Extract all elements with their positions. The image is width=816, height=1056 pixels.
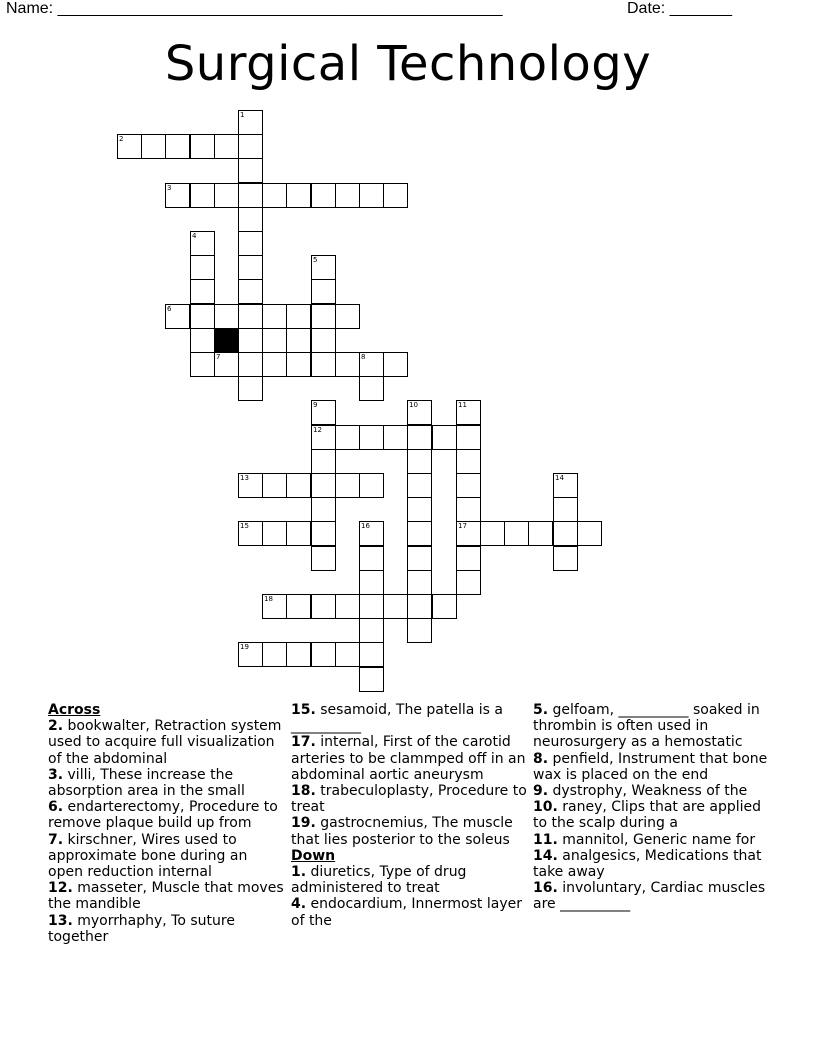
grid-cell[interactable] xyxy=(311,425,336,450)
clue-text: bookwalter, Retraction system used to acquire full visualization of the abdominal xyxy=(48,718,282,767)
clue-number-label: 19. xyxy=(291,815,316,832)
grid-cell[interactable] xyxy=(335,594,360,619)
clue-number: 1 xyxy=(240,111,245,119)
clue-text: dystrophy, Weakness of the xyxy=(548,783,748,800)
grid-cell[interactable] xyxy=(311,352,336,377)
grid-cell[interactable] xyxy=(577,521,602,546)
grid-cell[interactable] xyxy=(335,425,360,450)
grid-cell[interactable] xyxy=(359,667,384,692)
clue-number: 7 xyxy=(216,353,221,361)
grid-cell[interactable] xyxy=(311,642,336,667)
clue-number-label: 16. xyxy=(533,880,558,897)
grid-cell[interactable] xyxy=(407,497,432,522)
date-label: Date: xyxy=(627,0,666,17)
clue-item xyxy=(48,767,284,799)
clue-text: kirschner, Wires used to approximate bone during an open reduction internal xyxy=(48,831,248,881)
clue-item xyxy=(48,799,284,831)
grid-cell[interactable] xyxy=(456,497,481,522)
grid-cell[interactable] xyxy=(359,570,384,595)
grid-cell[interactable] xyxy=(335,642,360,667)
clue-number-label: 5. xyxy=(533,702,549,718)
name-line[interactable]: __________________________________________________ xyxy=(57,0,503,17)
grid-cell[interactable] xyxy=(238,304,263,329)
clue-number: 10 xyxy=(409,401,418,409)
grid-cell[interactable] xyxy=(383,594,408,619)
grid-cell[interactable] xyxy=(190,255,215,280)
grid-cell[interactable] xyxy=(117,134,142,159)
page-title: Surgical Technology xyxy=(164,36,652,92)
grid-cell[interactable] xyxy=(214,134,239,159)
grid-cell[interactable] xyxy=(262,642,287,667)
clue-number: 9 xyxy=(313,401,318,409)
grid-cell[interactable] xyxy=(286,473,311,498)
grid-cell[interactable] xyxy=(359,376,384,401)
grid-cell[interactable] xyxy=(407,425,432,450)
clue-item xyxy=(533,848,769,880)
grid-cell[interactable] xyxy=(286,642,311,667)
clue-item xyxy=(48,880,284,912)
grid-cell[interactable] xyxy=(359,642,384,667)
clue-number-label: 14. xyxy=(533,847,558,864)
clue-number-label: 11. xyxy=(533,831,558,848)
clue-item xyxy=(533,832,769,848)
clue-number: 17 xyxy=(458,522,467,530)
grid-cell[interactable] xyxy=(311,304,336,329)
grid-cell[interactable] xyxy=(311,497,336,522)
grid-cell[interactable] xyxy=(359,352,384,377)
grid-cell[interactable] xyxy=(456,449,481,474)
clue-number-label: 18. xyxy=(291,783,316,800)
grid-cell[interactable] xyxy=(311,473,336,498)
clue-text: raney, Clips that are applied to the scalp during a xyxy=(533,799,762,832)
down-clues-column xyxy=(533,702,769,913)
grid-cell[interactable] xyxy=(311,400,336,425)
grid-cell[interactable] xyxy=(190,231,215,256)
clue-number-label: 13. xyxy=(48,912,73,929)
grid-cell[interactable] xyxy=(190,328,215,353)
clue-item xyxy=(533,799,769,831)
grid-cell[interactable] xyxy=(214,352,239,377)
grid-cell[interactable] xyxy=(286,304,311,329)
grid-cell[interactable] xyxy=(456,570,481,595)
grid-cell[interactable] xyxy=(238,642,263,667)
grid-cell[interactable] xyxy=(335,183,360,208)
clue-number: 18 xyxy=(264,595,273,603)
clue-number: 2 xyxy=(119,135,124,143)
clue-number: 16 xyxy=(361,522,370,530)
grid-cell[interactable] xyxy=(238,134,263,159)
grid-cell[interactable] xyxy=(214,304,239,329)
grid-cell[interactable] xyxy=(190,279,215,304)
clue-text: gelfoam, __________ soaked in thrombin is often used in neurosurgery as a hemostatic xyxy=(533,702,760,751)
grid-cell[interactable] xyxy=(359,546,384,571)
clue-number-label: 3. xyxy=(48,766,64,783)
grid-cell[interactable] xyxy=(432,425,457,450)
grid-cell[interactable] xyxy=(456,400,481,425)
grid-cell[interactable] xyxy=(190,304,215,329)
grid-cell[interactable] xyxy=(262,352,287,377)
grid-cell[interactable] xyxy=(456,521,481,546)
grid-cell[interactable] xyxy=(141,134,166,159)
clue-item xyxy=(48,832,284,881)
grid-cell[interactable] xyxy=(238,255,263,280)
clue-text: trabeculoplasty, Procedure to treat xyxy=(291,783,527,816)
clue-text: internal, First of the carotid arteries to be clammped off in an abdominal aortic aneurysm xyxy=(291,734,526,783)
grid-cell[interactable] xyxy=(480,521,505,546)
grid-cell[interactable] xyxy=(407,546,432,571)
grid-cell[interactable] xyxy=(407,594,432,619)
grid-cell[interactable] xyxy=(165,134,190,159)
clue-number-label: 6. xyxy=(48,799,64,816)
grid-cell[interactable] xyxy=(286,521,311,546)
grid-cell[interactable] xyxy=(359,594,384,619)
grid-cell[interactable] xyxy=(456,473,481,498)
grid-cell[interactable] xyxy=(311,279,336,304)
clue-item xyxy=(48,913,284,945)
grid-cell[interactable] xyxy=(262,328,287,353)
clue-number: 5 xyxy=(313,256,318,264)
grid-cell[interactable] xyxy=(407,449,432,474)
clue-item xyxy=(533,702,769,751)
clue-text: sesamoid, The patella is a __________ xyxy=(291,702,504,735)
clue-number: 13 xyxy=(240,474,249,482)
grid-cell[interactable] xyxy=(383,183,408,208)
grid-cell[interactable] xyxy=(383,425,408,450)
grid-cell[interactable] xyxy=(286,594,311,619)
grid-cell[interactable] xyxy=(504,521,529,546)
grid-cell[interactable] xyxy=(262,183,287,208)
clue-number: 3 xyxy=(167,184,172,192)
grid-cell[interactable] xyxy=(528,521,553,546)
clue-text: involuntary, Cardiac muscles are __________ xyxy=(533,880,766,913)
grid-cell[interactable] xyxy=(311,546,336,571)
grid-cell[interactable] xyxy=(238,279,263,304)
grid-cell[interactable] xyxy=(190,183,215,208)
clue-item xyxy=(291,864,527,896)
grid-cell[interactable] xyxy=(407,473,432,498)
grid-cell[interactable] xyxy=(311,521,336,546)
clue-item xyxy=(533,751,769,783)
across-clues-column xyxy=(48,702,284,945)
grid-cell[interactable] xyxy=(311,449,336,474)
grid-cell[interactable] xyxy=(359,521,384,546)
grid-cell[interactable] xyxy=(286,183,311,208)
grid-cell[interactable] xyxy=(238,473,263,498)
clue-number-label: 4. xyxy=(291,896,307,913)
clue-number: 15 xyxy=(240,522,249,530)
clue-item xyxy=(291,734,527,783)
clue-number: 14 xyxy=(555,474,564,482)
grid-cell[interactable] xyxy=(238,110,263,135)
clue-number-label: 15. xyxy=(291,702,316,718)
clue-text: endocardium, Innermost layer of the xyxy=(291,896,522,929)
grid-cell[interactable] xyxy=(553,473,578,498)
clue-text: villi, These increase the absorption area in the small xyxy=(48,766,245,800)
grid-cell[interactable] xyxy=(238,328,263,353)
grid-cell[interactable] xyxy=(165,183,190,208)
clue-text: myorrhaphy, To suture together xyxy=(48,912,235,945)
clue-text: masseter, Muscle that moves the mandible xyxy=(48,880,284,913)
clue-number-label: 7. xyxy=(48,831,64,848)
grid-cell[interactable] xyxy=(190,134,215,159)
grid-cell[interactable] xyxy=(262,473,287,498)
clue-number-label: 12. xyxy=(48,880,73,897)
clue-text: penfield, Instrument that bone wax is placed on the end xyxy=(533,750,768,783)
grid-cell[interactable] xyxy=(262,304,287,329)
clue-number-label: 17. xyxy=(291,734,316,751)
clue-text: gastrocnemius, The muscle that lies posterior to the soleus xyxy=(291,815,513,848)
clue-text: analgesics, Medications that take away xyxy=(533,847,762,881)
grid-cell[interactable] xyxy=(383,352,408,377)
clue-number-label: 10. xyxy=(533,799,558,816)
clue-item xyxy=(291,896,527,928)
grid-cell[interactable] xyxy=(311,328,336,353)
clue-number: 12 xyxy=(313,426,322,434)
grid-cell[interactable] xyxy=(238,352,263,377)
clue-number-label: 2. xyxy=(48,718,64,735)
grid-cell[interactable] xyxy=(407,400,432,425)
grid-cell[interactable] xyxy=(553,546,578,571)
grid-cell[interactable] xyxy=(238,231,263,256)
grid-cell[interactable] xyxy=(335,304,360,329)
clue-number-label: 9. xyxy=(533,783,549,800)
clue-number: 6 xyxy=(167,305,172,313)
grid-cell[interactable] xyxy=(238,521,263,546)
grid-cell[interactable] xyxy=(311,255,336,280)
grid-cell[interactable] xyxy=(165,304,190,329)
clue-number: 8 xyxy=(361,353,366,361)
clue-item xyxy=(533,783,769,799)
grid-cell[interactable] xyxy=(286,328,311,353)
grid-cell[interactable] xyxy=(407,570,432,595)
grid-cell[interactable] xyxy=(456,546,481,571)
grid-cell[interactable] xyxy=(432,594,457,619)
grid-cell[interactable] xyxy=(262,521,287,546)
clue-item xyxy=(291,702,527,734)
grid-black-square xyxy=(214,328,239,353)
grid-cell[interactable] xyxy=(335,473,360,498)
grid-cell[interactable] xyxy=(286,352,311,377)
grid-cell[interactable] xyxy=(553,521,578,546)
grid-cell[interactable] xyxy=(311,594,336,619)
grid-cell[interactable] xyxy=(311,183,336,208)
name-label: Name: xyxy=(6,0,54,17)
grid-cell[interactable] xyxy=(262,594,287,619)
grid-cell[interactable] xyxy=(407,618,432,643)
clue-item xyxy=(533,880,769,912)
grid-cell[interactable] xyxy=(359,618,384,643)
grid-cell[interactable] xyxy=(238,183,263,208)
clue-number-label: 8. xyxy=(533,750,549,767)
date-line[interactable]: _______ xyxy=(669,0,732,17)
grid-cell[interactable] xyxy=(456,425,481,450)
clue-text: diuretics, Type of drug administered to treat xyxy=(291,864,467,897)
clue-item xyxy=(48,718,284,767)
grid-cell[interactable] xyxy=(238,158,263,183)
grid-cell[interactable] xyxy=(359,183,384,208)
clue-text: endarterectomy, Procedure to remove plaque build up from xyxy=(48,799,278,832)
grid-cell[interactable] xyxy=(214,183,239,208)
grid-cell[interactable] xyxy=(238,207,263,232)
clue-item xyxy=(291,783,527,815)
down-heading: Down xyxy=(291,847,336,864)
middle-clues-column xyxy=(291,702,527,929)
across-heading: Across xyxy=(48,702,101,718)
grid-cell[interactable] xyxy=(190,352,215,377)
grid-cell[interactable] xyxy=(359,473,384,498)
clue-number: 4 xyxy=(192,232,197,240)
grid-cell[interactable] xyxy=(553,497,578,522)
clue-item xyxy=(291,815,527,847)
clue-text: mannitol, Generic name for xyxy=(557,831,756,848)
grid-cell[interactable] xyxy=(407,521,432,546)
grid-cell[interactable] xyxy=(335,352,360,377)
clue-number: 11 xyxy=(458,401,467,409)
grid-cell[interactable] xyxy=(359,425,384,450)
clue-number-label: 1. xyxy=(291,864,307,881)
clue-number: 19 xyxy=(240,643,249,651)
grid-cell[interactable] xyxy=(238,376,263,401)
